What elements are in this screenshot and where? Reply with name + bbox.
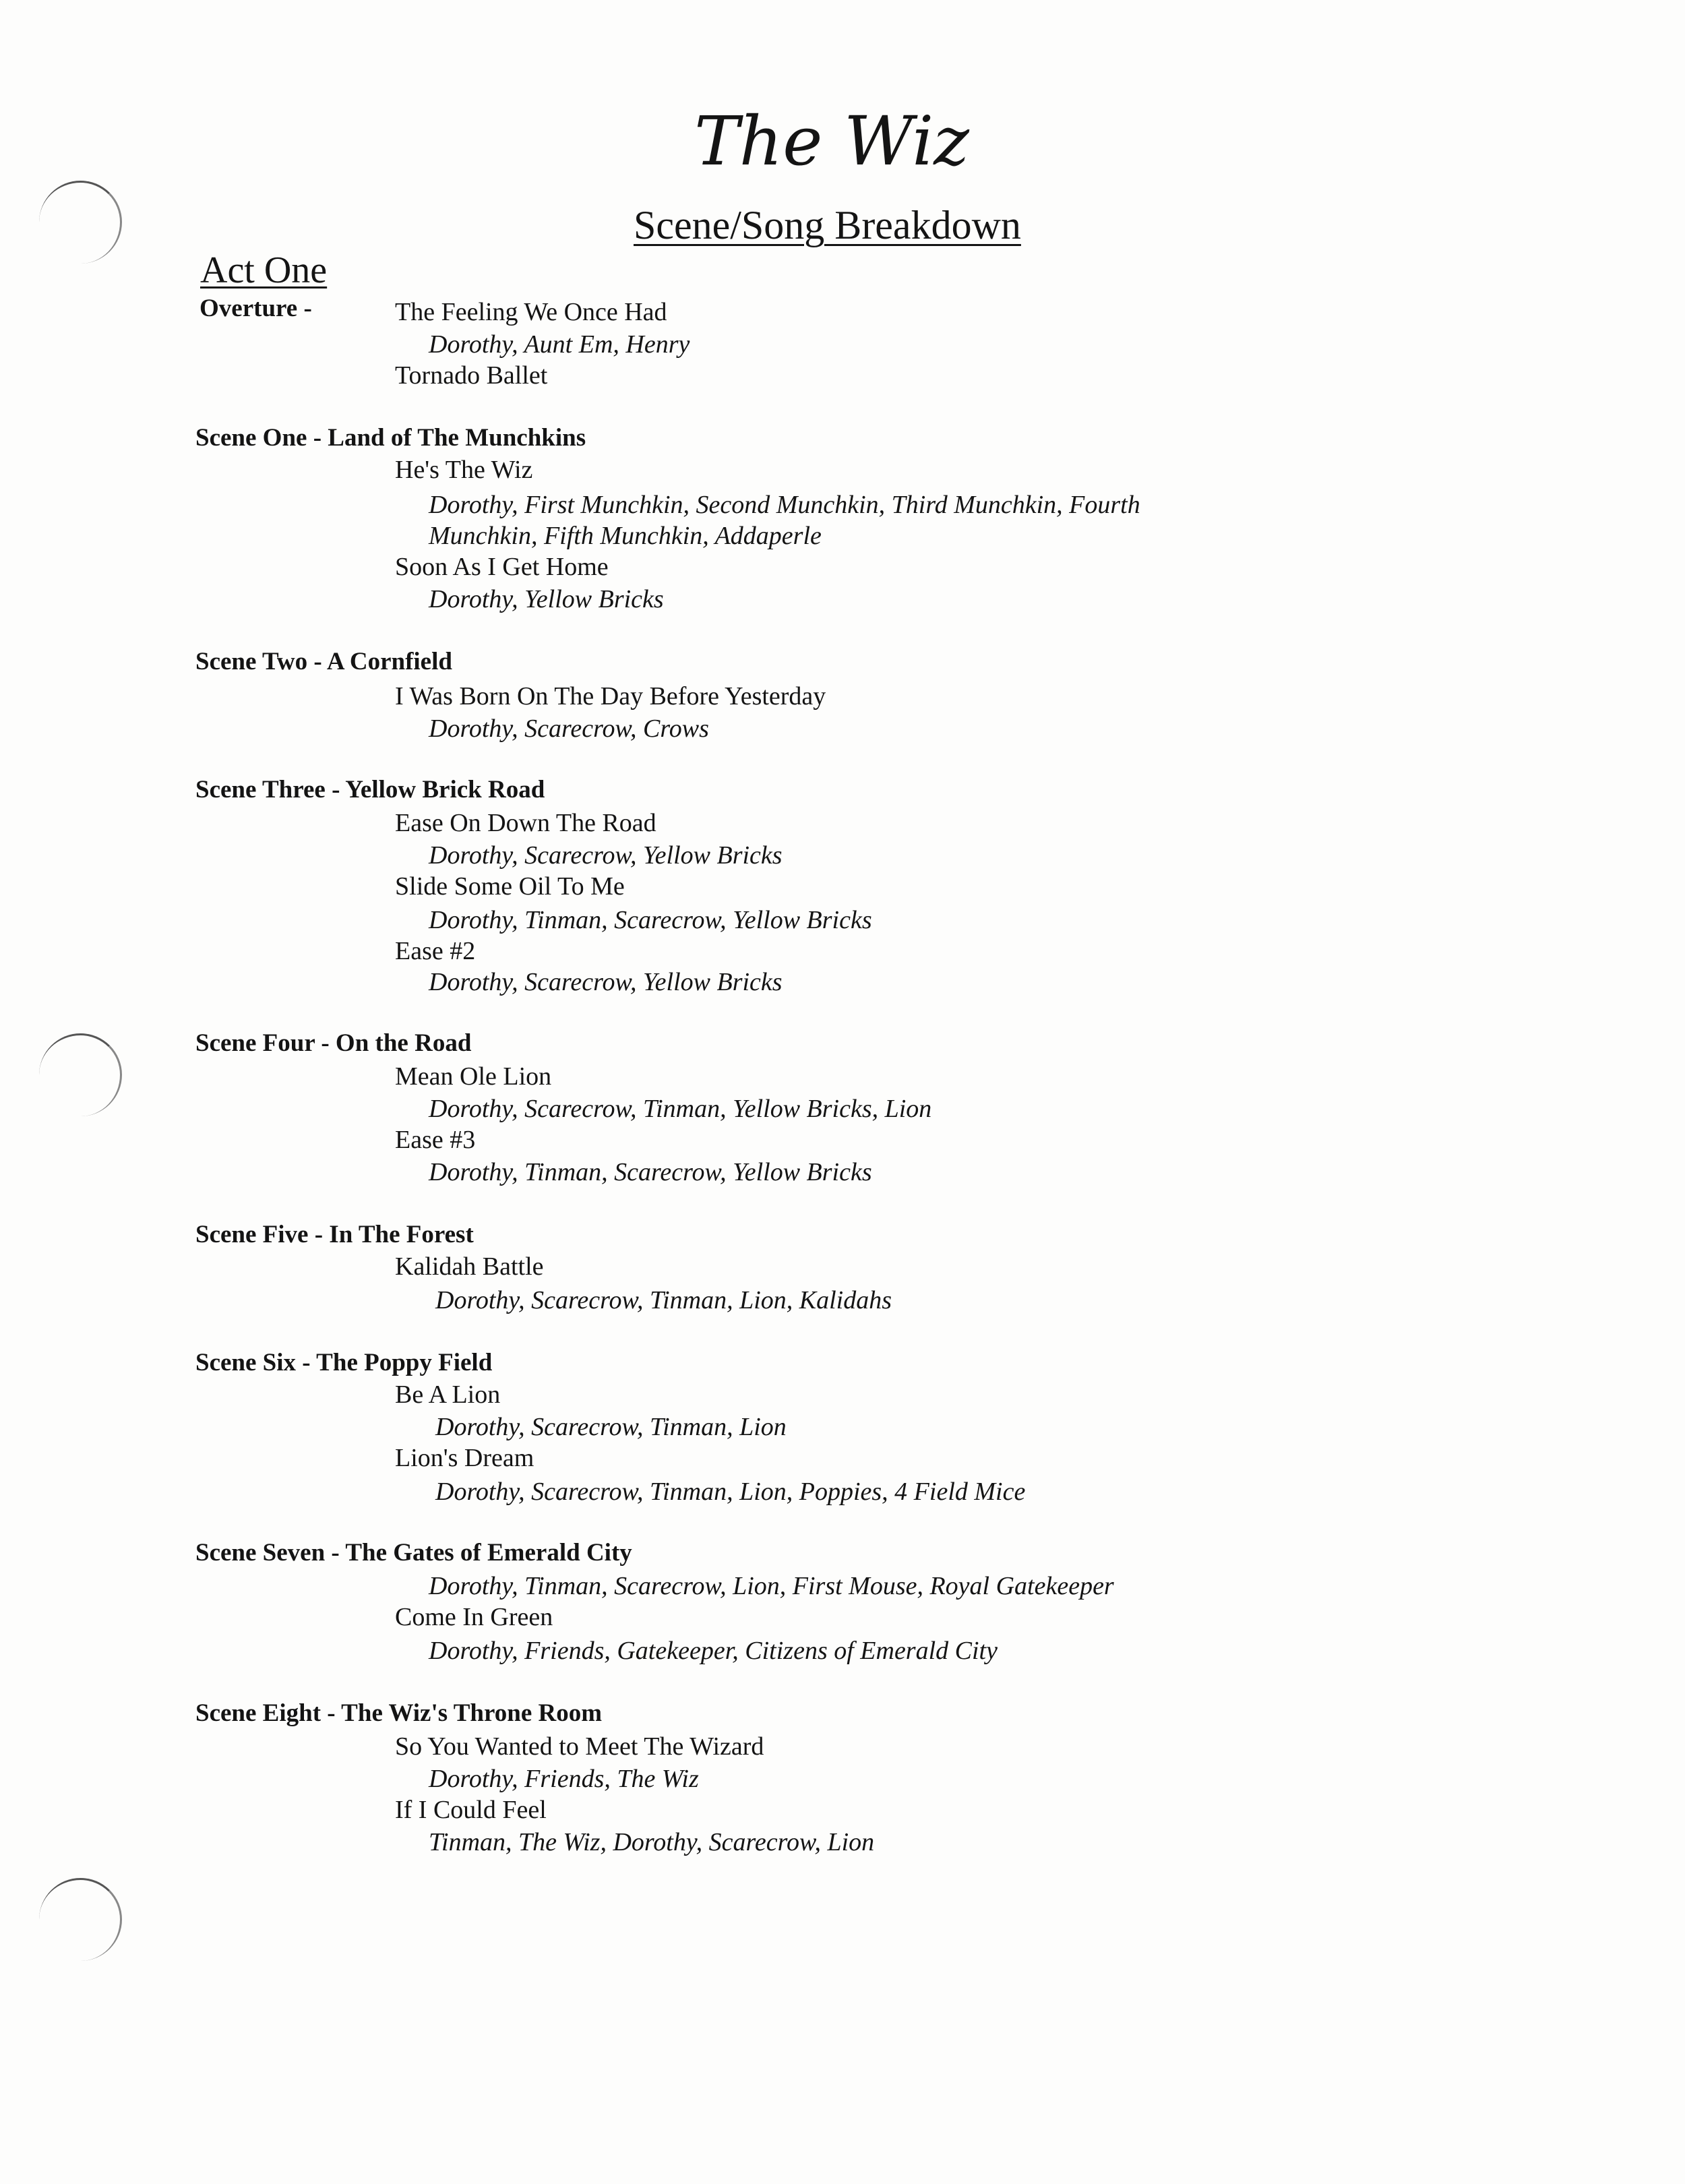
cast-list: Dorothy, Scarecrow, Crows: [429, 715, 709, 743]
song-title: Soon As I Get Home: [395, 553, 609, 581]
binder-hole-middle: [39, 1033, 122, 1116]
binder-hole-top: [39, 181, 122, 264]
cast-list: Dorothy, Scarecrow, Tinman, Lion: [435, 1413, 787, 1441]
song-title: If I Could Feel: [395, 1796, 547, 1824]
cast-list: Dorothy, Friends, Gatekeeper, Citizens of Emerald City: [429, 1637, 998, 1665]
song-title: He's The Wiz: [395, 456, 533, 484]
song-title: I Was Born On The Day Before Yesterday: [395, 682, 826, 710]
song-title: Mean Ole Lion: [395, 1062, 552, 1091]
cast-list: Dorothy, Scarecrow, Tinman, Yellow Bricks, Lion: [429, 1095, 932, 1123]
scene-heading: Scene Four - On the Road: [195, 1029, 472, 1057]
cast-list: Dorothy, Tinman, Scarecrow, Yellow Bricks: [429, 1158, 872, 1186]
overture-label: Overture -: [200, 295, 312, 322]
scene-heading: Scene Eight - The Wiz's Throne Room: [195, 1699, 603, 1727]
cast-list: Dorothy, Scarecrow, Yellow Bricks: [429, 841, 783, 870]
song-title: Ease #2: [395, 937, 476, 965]
scene-heading: Scene Three - Yellow Brick Road: [195, 776, 545, 803]
cast-list: Dorothy, Yellow Bricks: [429, 585, 664, 613]
document-subtitle: Scene/Song Breakdown: [634, 203, 1021, 247]
song-title: Tornado Ballet: [395, 361, 548, 390]
cast-list: Dorothy, Aunt Em, Henry: [429, 330, 690, 359]
song-title: Lion's Dream: [395, 1444, 534, 1472]
cast-list: Dorothy, Scarecrow, Yellow Bricks: [429, 968, 783, 996]
song-title: Slide Some Oil To Me: [395, 872, 625, 901]
scene-heading: Scene Six - The Poppy Field: [195, 1349, 493, 1376]
act-heading: Act One: [200, 249, 328, 291]
song-title: Ease On Down The Road: [395, 809, 656, 837]
song-title: Kalidah Battle: [395, 1252, 544, 1281]
cast-list: Munchkin, Fifth Munchkin, Addaperle: [429, 522, 822, 550]
cast-list: Dorothy, First Munchkin, Second Munchkin, Third Munchkin, Fourth: [429, 491, 1140, 519]
cast-list: Dorothy, Friends, The Wiz: [429, 1765, 699, 1793]
song-title: The Feeling We Once Had: [395, 298, 667, 326]
cast-list: Dorothy, Scarecrow, Tinman, Lion, Kalidahs: [435, 1286, 892, 1314]
song-title: Ease #3: [395, 1126, 476, 1154]
cast-list: Dorothy, Scarecrow, Tinman, Lion, Poppies, 4 Field Mice: [435, 1478, 1026, 1506]
cast-list: Dorothy, Tinman, Scarecrow, Lion, First Mouse, Royal Gatekeeper: [429, 1572, 1114, 1600]
song-title: Come In Green: [395, 1603, 553, 1631]
cast-list: Tinman, The Wiz, Dorothy, Scarecrow, Lion: [429, 1828, 875, 1856]
song-title: So You Wanted to Meet The Wizard: [395, 1732, 764, 1761]
binder-hole-bottom: [39, 1878, 122, 1961]
scene-heading: Scene Five - In The Forest: [195, 1221, 474, 1248]
cast-list: Dorothy, Tinman, Scarecrow, Yellow Bricks: [429, 906, 872, 934]
scene-heading: Scene Two - A Cornfield: [195, 648, 452, 675]
document-title: The Wiz: [694, 102, 969, 181]
scene-heading: Scene Seven - The Gates of Emerald City: [195, 1539, 632, 1567]
song-title: Be A Lion: [395, 1381, 501, 1409]
scene-heading: Scene One - Land of The Munchkins: [195, 424, 586, 452]
